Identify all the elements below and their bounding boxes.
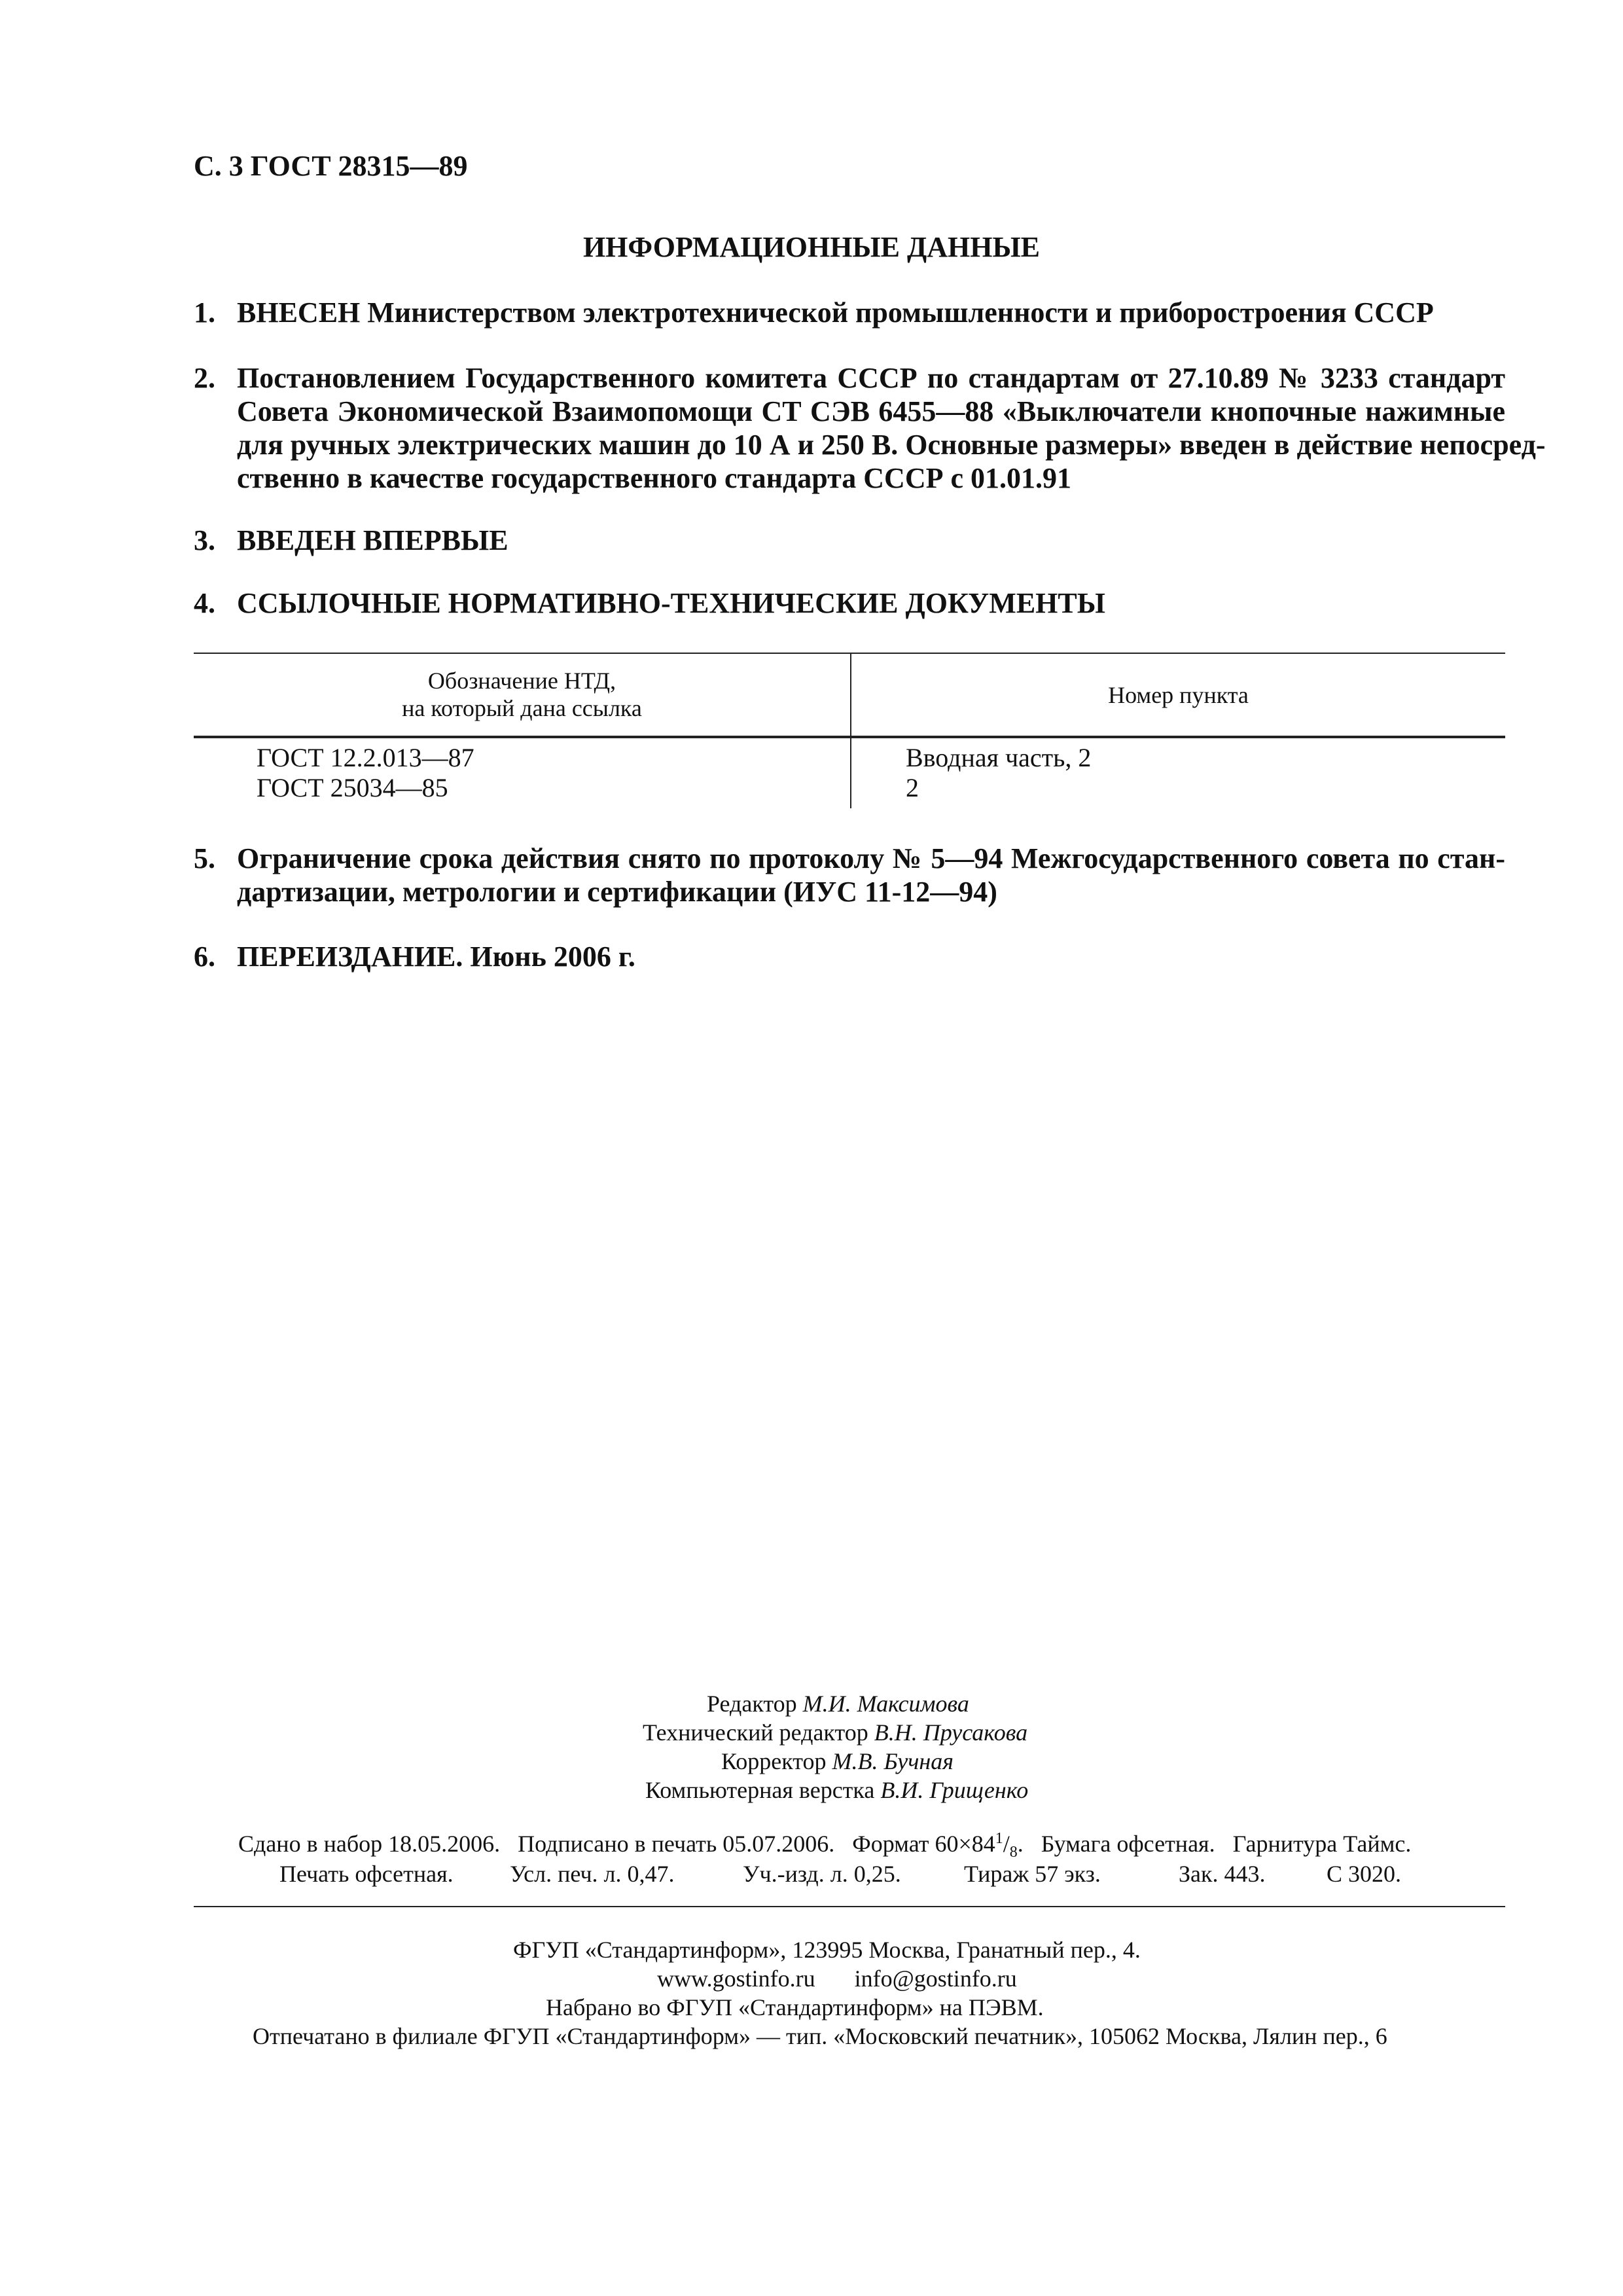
table-column-divider bbox=[850, 653, 851, 808]
imprint-signed: Подписано в печать 05.07.2006. bbox=[518, 1831, 835, 1857]
format-denominator: 8 bbox=[1009, 1844, 1018, 1861]
credit-proofreader bbox=[721, 1748, 954, 1775]
item-number: 4. bbox=[194, 587, 215, 619]
credit-role: Компьютерная верстка bbox=[645, 1777, 875, 1803]
footer-printed-at: Отпечатано в филиале ФГУП «Стандартинформ» — тип. «Московский печатник», 105062 Москва, Лялин пер., 6 bbox=[253, 2023, 1387, 2049]
imprint-code: С 3020. bbox=[1327, 1861, 1402, 1887]
item-text-line: для ручных электрических машин до 10 А и 250 В. Основные размеры» введен в действие непосред- bbox=[237, 429, 1546, 461]
imprint-format: Формат $60\times 84^1/_8$. bbox=[852, 1830, 1024, 1861]
table-cell-designation: ГОСТ 12.2.013—87 bbox=[257, 743, 474, 772]
format-numerator: 1 bbox=[995, 1830, 1003, 1847]
credit-name: В.Н. Прусакова bbox=[874, 1719, 1028, 1746]
imprint-typeface: Гарнитура Таймс. bbox=[1232, 1831, 1412, 1857]
item-number: 1. bbox=[194, 296, 215, 329]
column-header-designation bbox=[194, 667, 850, 722]
imprint-paper: Бумага офсетная. bbox=[1041, 1831, 1215, 1857]
imprint-order: Зак. 443. bbox=[1179, 1861, 1266, 1887]
footer-contacts bbox=[657, 1965, 1017, 1992]
footer-website[interactable]: www.gostinfo.ru bbox=[657, 1965, 815, 1992]
credit-technical-editor bbox=[643, 1719, 1027, 1746]
footer-publisher: ФГУП «Стандартинформ», 123995 Москва, Гранатный пер., 4. bbox=[513, 1937, 1141, 1963]
header-line: на который дана ссылка bbox=[402, 695, 642, 721]
page-header: С. 3 ГОСТ 28315—89 bbox=[194, 150, 468, 182]
footer-typeset-at: Набрано во ФГУП «Стандартинформ» на ПЭВМ. bbox=[546, 1994, 1044, 2020]
item-number: 2. bbox=[194, 362, 215, 394]
reference-documents-table bbox=[194, 653, 1505, 808]
header-line: Обозначение НТД, bbox=[427, 668, 616, 694]
imprint-run: Тираж 57 экз. bbox=[964, 1861, 1101, 1887]
credit-layout bbox=[645, 1776, 1028, 1804]
credit-editor bbox=[707, 1690, 969, 1717]
imprint-printing: Печать офсетная. bbox=[279, 1861, 454, 1887]
table-header-rule bbox=[194, 736, 1505, 738]
item-number: 5. bbox=[194, 842, 215, 874]
imprint-line-1 bbox=[238, 1830, 1411, 1861]
document-title: ИНФОРМАЦИОННЫЕ ДАННЫЕ bbox=[582, 231, 1041, 263]
item-number: 6. bbox=[194, 941, 215, 973]
credit-role: Редактор bbox=[707, 1691, 797, 1717]
imprint-print-sheets: Усл. печ. л. 0,47. bbox=[510, 1861, 675, 1887]
footer-email[interactable]: info@gostinfo.ru bbox=[854, 1965, 1017, 1992]
item-text-line: дартизации, метрологии и сертификации (ИУС 11-12—94) bbox=[237, 876, 997, 908]
table-cell-clause: 2 bbox=[906, 773, 919, 802]
item-text-line: Совета Экономической Взаимопомощи СТ СЭВ 6455—88 «Выключатели кнопочные нажимные bbox=[237, 395, 1505, 427]
footer-divider bbox=[194, 1906, 1505, 1907]
credit-name: М.И. Максимова bbox=[802, 1691, 969, 1717]
item-text-line: Постановлением Государственного комитета СССР по стандартам от 27.10.89 № 3233 стандарт bbox=[237, 362, 1505, 394]
item-text: ВВЕДЕН ВПЕРВЫЕ bbox=[237, 524, 508, 556]
item-number: 3. bbox=[194, 524, 215, 556]
credit-name: В.И. Грищенко bbox=[880, 1777, 1029, 1803]
item-text-line: ственно в качестве государственного стандарта СССР с 01.01.91 bbox=[237, 462, 1072, 494]
imprint-typeset: Сдано в набор 18.05.2006. bbox=[238, 1831, 501, 1857]
credit-name: М.В. Бучная bbox=[832, 1748, 954, 1774]
table-cell-designation: ГОСТ 25034—85 bbox=[257, 773, 448, 802]
item-text: ССЫЛОЧНЫЕ НОРМАТИВНО-ТЕХНИЧЕСКИЕ ДОКУМЕНТЫ bbox=[237, 587, 1105, 619]
item-text: ВНЕСЕН Министерством электротехнической промышленности и приборостроения СССР bbox=[237, 296, 1434, 329]
item-text-line: Ограничение срока действия снято по протоколу № 5—94 Межгосударственного совета по стан- bbox=[237, 842, 1505, 874]
item-text: ПЕРЕИЗДАНИЕ. Июнь 2006 г. bbox=[237, 941, 635, 973]
table-top-rule bbox=[194, 653, 1505, 654]
table-cell-clause: Вводная часть, 2 bbox=[906, 743, 1092, 772]
column-header-clause: Номер пункта bbox=[1108, 682, 1249, 708]
credit-role: Корректор bbox=[721, 1748, 827, 1774]
imprint-edit-sheets: Уч.-изд. л. 0,25. bbox=[743, 1861, 901, 1887]
credit-role: Технический редактор bbox=[643, 1719, 868, 1746]
